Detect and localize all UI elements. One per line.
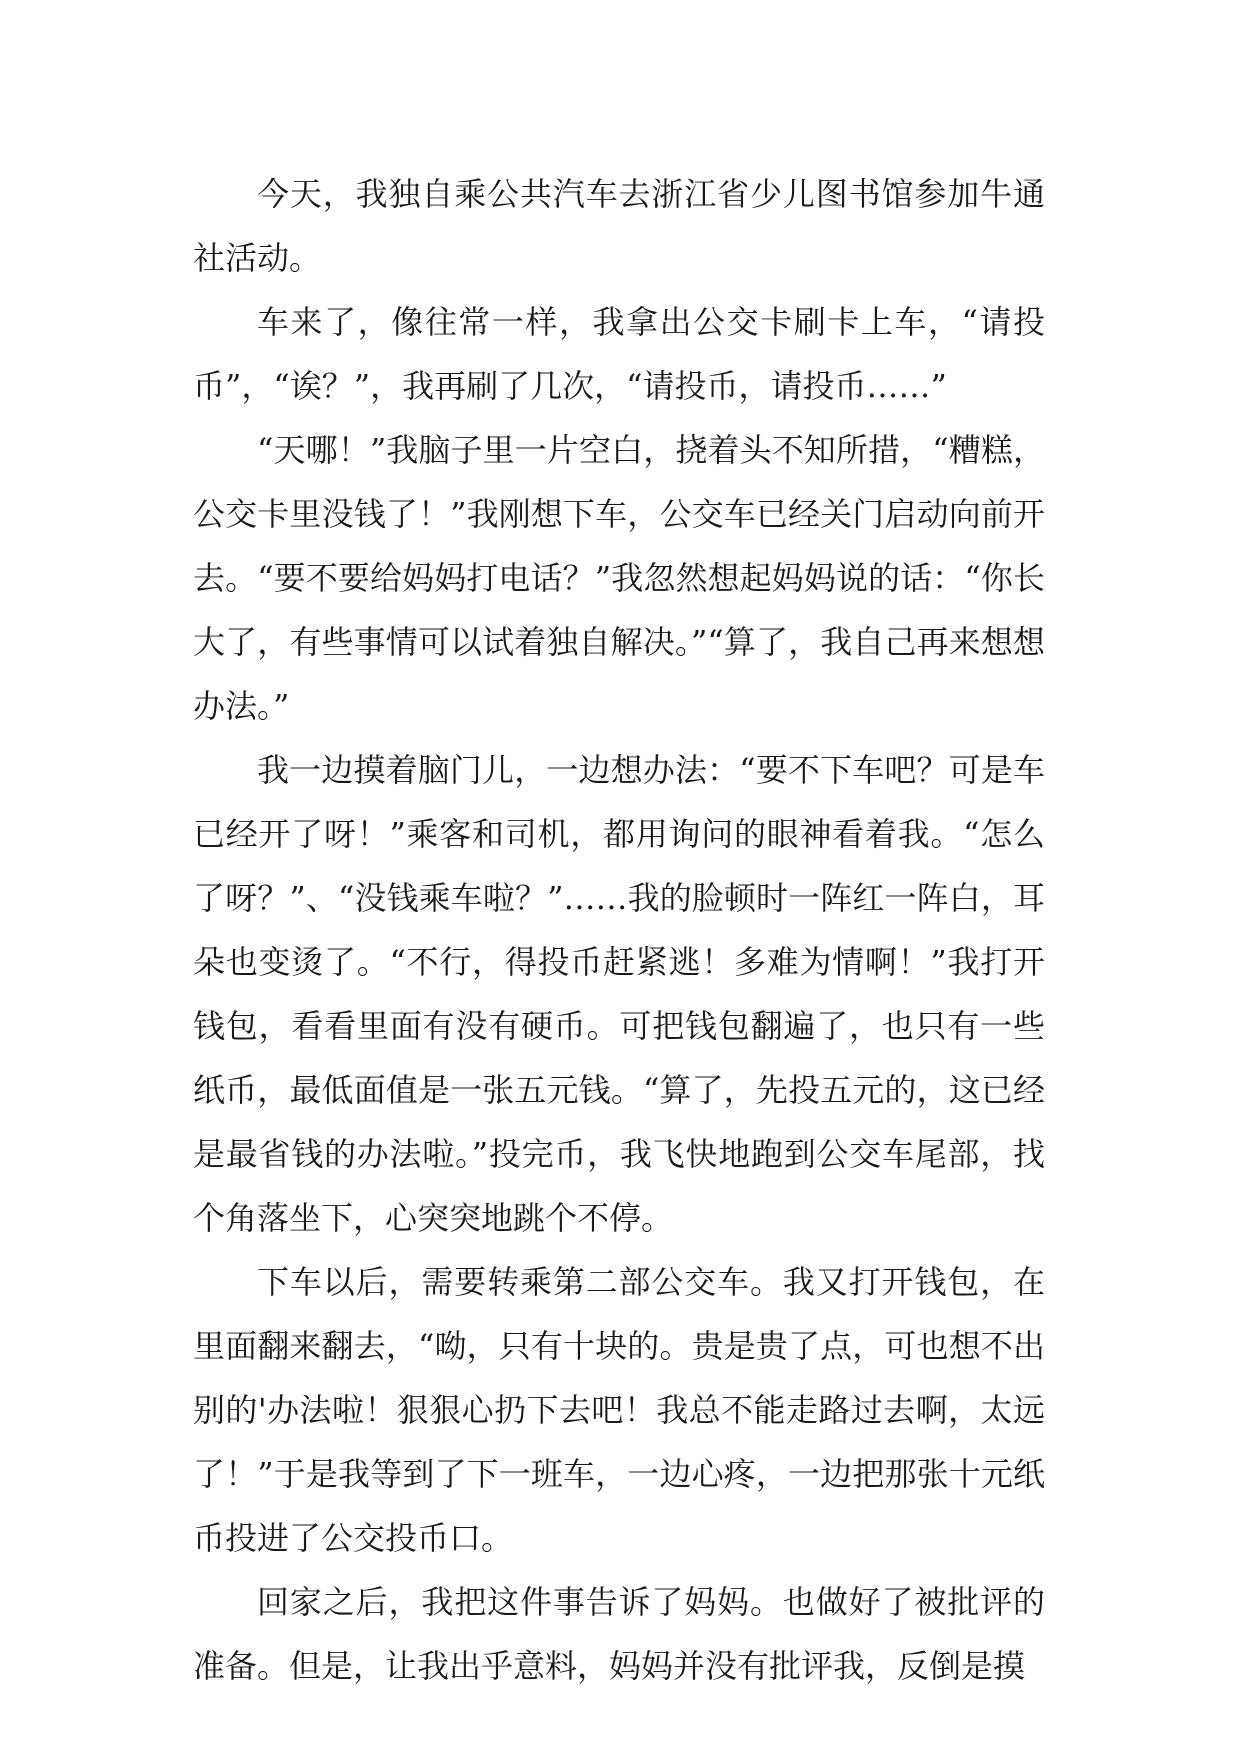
document-body: [193, 162, 1045, 1698]
paragraph-3: “天哪！”我脑子里一片空白，挠着头不知所措，“糟糕，公交卡里没钱了！”我刚想下车，公交车已经关门启动向前开去。“要不要给妈妈打电话？”我忽然想起妈妈说的话：“你长大了，有些事情可以试着独自解决。”“算了，我自己再来想想办法。”: [193, 431, 1045, 725]
paragraph-4: 我一边摸着脑门儿，一边想办法：“要不下车吧？可是车已经开了呀！”乘客和司机，都用询问的眼神看着我。“怎么了呀？”、“没钱乘车啦？”……我的脸顿时一阵红一阵白，耳朵也变烫了。“不行，得投币赶紧逃！多难为情啊！”我打开钱包，看看里面有没有硬币。可把钱包翻遍了，也只有一些纸币，最低面值是一张五元钱。“算了，先投五元的，这已经是最省钱的办法啦。”投完币，我飞快地跑到公交车尾部，找个角落坐下，心突突地跳个不停。: [193, 751, 1045, 1237]
paragraph-2: 车来了，像往常一样，我拿出公交卡刷卡上车，“请投币”，“诶？”，我再刷了几次，“请投币，请投币……”: [193, 303, 1045, 405]
paragraph-6: 回家之后，我把这件事告诉了妈妈。也做好了被批评的准备。但是，让我出乎意料，妈妈并没有批评我，反倒是摸: [193, 1583, 1045, 1685]
paragraph-1: 今天，我独自乘公共汽车去浙江省少儿图书馆参加牛通社活动。: [193, 175, 1045, 277]
paragraph-5: 下车以后，需要转乘第二部公交车。我又打开钱包，在里面翻来翻去，“呦，只有十块的。贵是贵了点，可也想不出别的'办法啦！狠狠心扔下去吧！我总不能走路过去啊，太远了！”于是我等到了下一班车，一边心疼，一边把那张十元纸币投进了公交投币口。: [193, 1263, 1045, 1557]
